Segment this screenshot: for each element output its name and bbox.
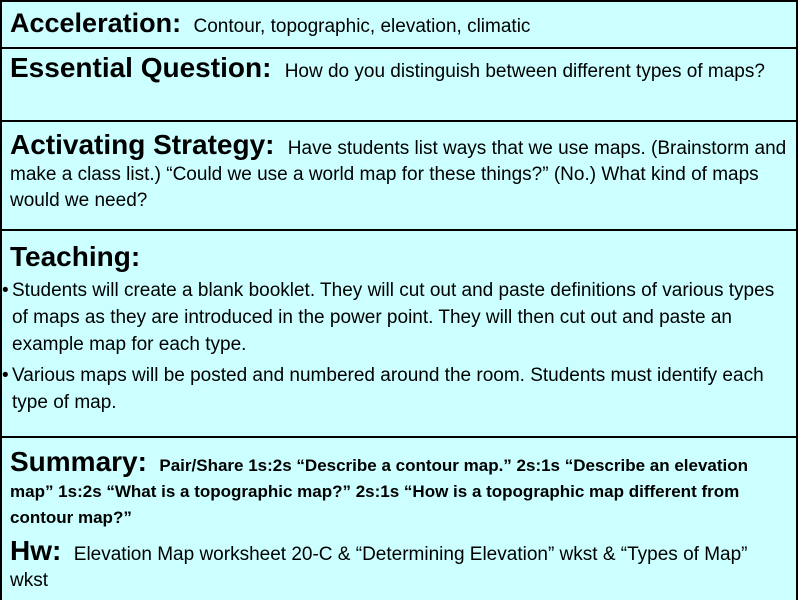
summary-line	[10, 438, 790, 531]
essential-question-row	[2, 47, 796, 120]
essential-question-heading: Essential Question:	[10, 52, 272, 83]
homework-line	[10, 535, 790, 594]
summary-row	[2, 436, 796, 600]
essential-question-line	[10, 49, 790, 85]
summary-text: Pair/Share 1s:2s “Describe a contour map.” 2s:1s “Describe an elevation map” 1s:2s “What is a topographic map?” 2s:1s “How is a topographic map different from contour map?”	[10, 456, 749, 527]
summary-heading: Summary:	[10, 446, 147, 477]
teaching-row	[2, 229, 796, 436]
activating-strategy-text: Have students list ways that we use maps. (Brainstorm and make a class list.) “Could we use a world map for these things?” (No.) What kind of maps would we need?	[10, 138, 787, 211]
bullet-icon: •	[2, 365, 9, 386]
acceleration-text: Contour, topographic, elevation, climatic	[193, 16, 531, 37]
activating-strategy-row	[2, 120, 796, 229]
acceleration-line	[10, 8, 530, 40]
acceleration-heading: Acceleration:	[10, 8, 182, 38]
teaching-heading-line	[10, 231, 790, 273]
teaching-bullet-1	[2, 277, 790, 358]
homework-text: Elevation Map worksheet 20-C & “Determining Elevation” wkst & “Types of Map” wkst	[10, 544, 748, 591]
activating-strategy-line	[10, 122, 790, 214]
bullet-icon: •	[2, 280, 9, 301]
activating-strategy-heading: Activating Strategy:	[10, 129, 275, 160]
acceleration-row	[2, 0, 796, 47]
teaching-bullet-text: Students will create a blank booklet. They will cut out and paste definitions of various types of maps as they are introduced in the power point. They will then cut out and paste an example map for each type.	[12, 280, 775, 355]
teaching-heading: Teaching:	[10, 241, 141, 272]
essential-question-text: How do you distinguish between different types of maps?	[284, 61, 765, 82]
homework-heading: Hw:	[10, 535, 62, 566]
teaching-bullet-text: Various maps will be posted and numbered around the room. Students must identify each type of map.	[12, 365, 764, 413]
teaching-bullet-2	[2, 362, 790, 416]
